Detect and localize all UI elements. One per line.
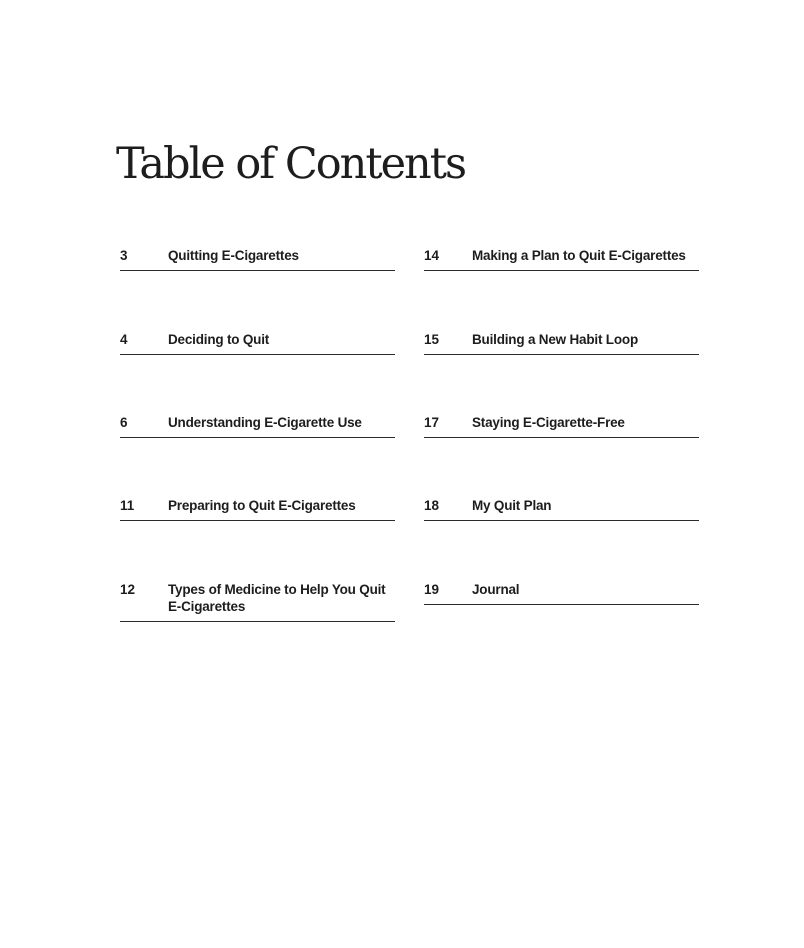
toc-page-number: 19	[424, 582, 440, 597]
toc-entry-understanding-e-cigarette-use[interactable]	[120, 414, 395, 438]
toc-entry-title: My Quit Plan	[472, 498, 552, 513]
page-title: Table of Contents	[116, 139, 466, 189]
toc-entry-staying-e-cigarette-free[interactable]	[424, 414, 699, 438]
toc-entry-title: Preparing to Quit E-Cigarettes	[168, 498, 356, 513]
toc-page-number: 3	[120, 248, 128, 263]
toc-page-number: 18	[424, 498, 440, 513]
toc-entry-title: Types of Medicine to Help You Quit E-Cigarettes	[168, 582, 386, 614]
toc-entry-my-quit-plan[interactable]	[424, 497, 699, 521]
toc-entry-journal[interactable]	[424, 581, 699, 605]
toc-page-number: 14	[424, 248, 440, 263]
toc-entry-quitting-e-cigarettes[interactable]	[120, 247, 395, 271]
toc-entry-deciding-to-quit[interactable]	[120, 331, 395, 355]
toc-entry-preparing-to-quit[interactable]	[120, 497, 395, 521]
toc-entry-title: Quitting E-Cigarettes	[168, 248, 299, 263]
toc-entry-building-habit-loop[interactable]	[424, 331, 699, 355]
toc-entry-title: Building a New Habit Loop	[472, 332, 638, 347]
toc-page-number: 12	[120, 582, 136, 597]
toc-page-number: 15	[424, 332, 440, 347]
toc-entry-types-of-medicine[interactable]	[120, 581, 395, 622]
toc-entry-title: Understanding E-Cigarette Use	[168, 415, 362, 430]
toc-page-number: 17	[424, 415, 440, 430]
toc-entry-title: Staying E-Cigarette-Free	[472, 415, 625, 430]
toc-entry-title: Making a Plan to Quit E-Cigarettes	[472, 248, 686, 263]
toc-page-number: 11	[120, 498, 135, 513]
toc-page-number: 6	[120, 415, 128, 430]
toc-entry-title: Journal	[472, 582, 520, 597]
toc-entry-making-a-plan[interactable]	[424, 247, 699, 271]
toc-page-number: 4	[120, 332, 128, 347]
toc-entry-title: Deciding to Quit	[168, 332, 270, 347]
